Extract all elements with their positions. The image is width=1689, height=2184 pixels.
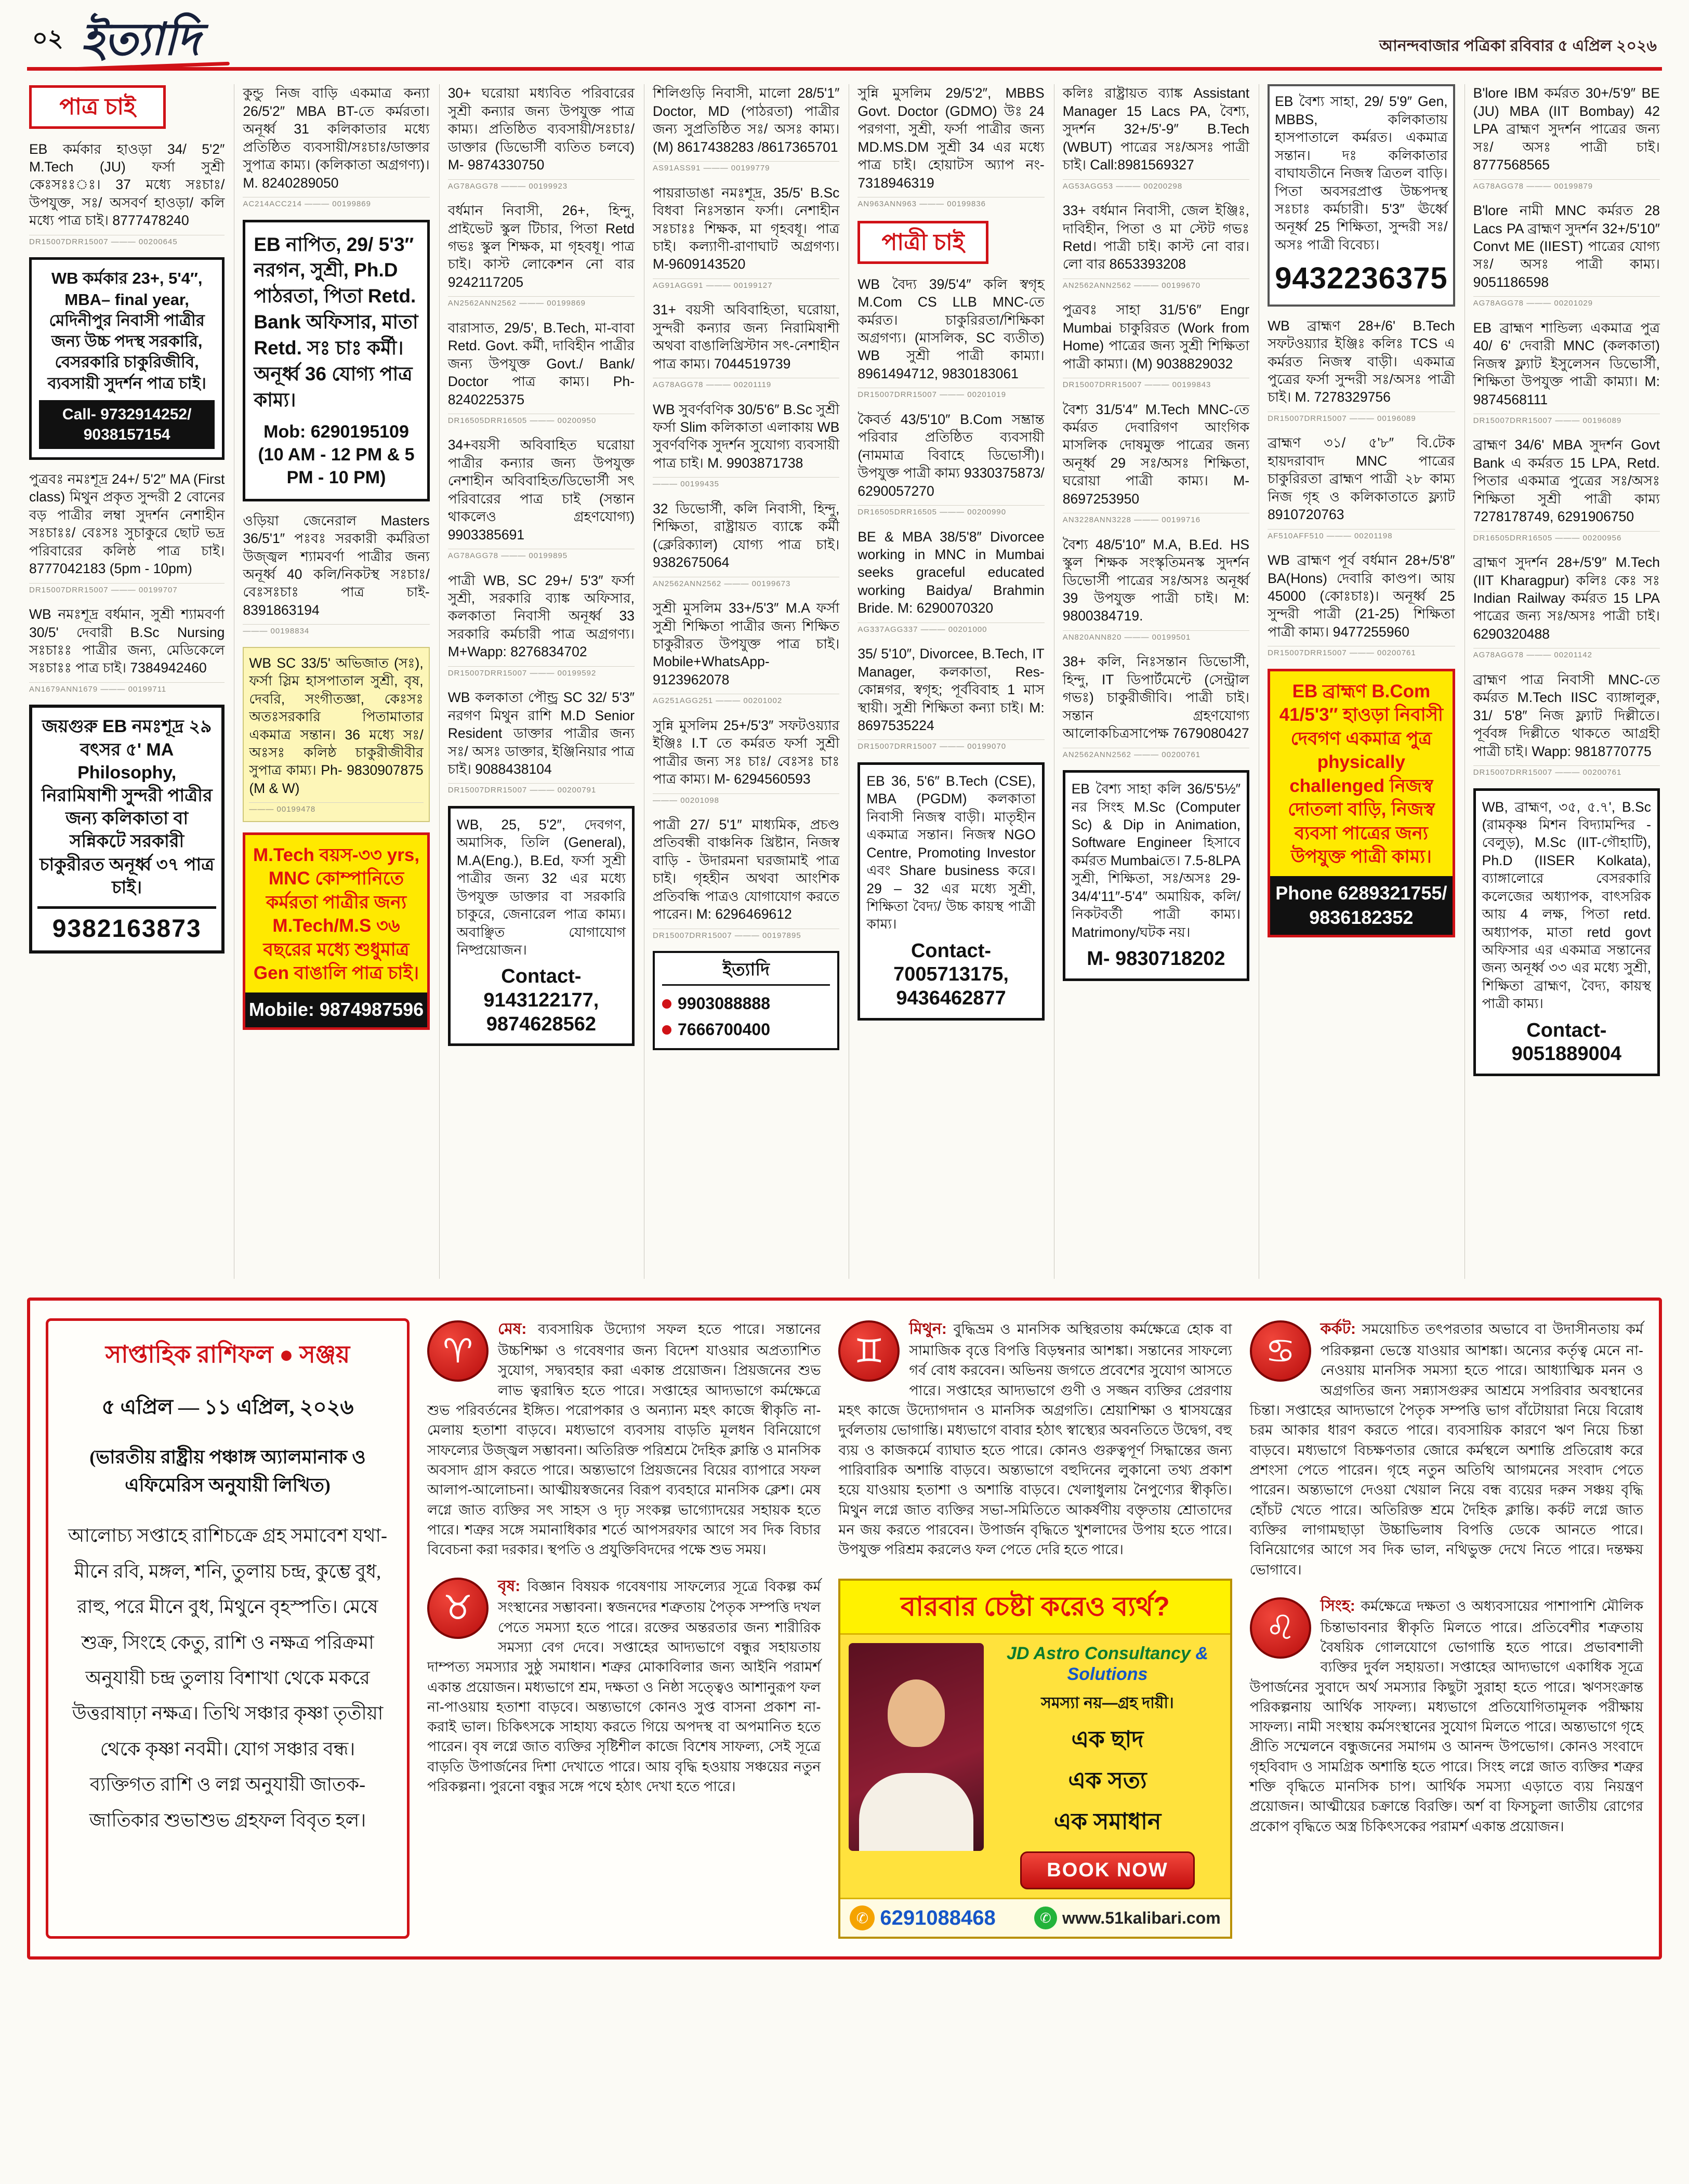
ad-text: B'lore IBM কর্মরত 30+/5'9″ BE (JU) MBA (IIT Bombay) 42 LPA ব্রাহ্মণ সুদর্শন পাত্রের জন্য সঃ/ অসঃ পাত্রী চাই। 8777568565 <box>1473 85 1660 173</box>
ad-text: সুশ্রী মুসলিম 33+/5'3″ M.A ফর্সা সুশ্রী শিক্ষিতা পাত্রীর জন্য শিক্ষিত চাকুরীরত উপযুক্ত পাত্র চাই। Mobile+WhatsApp- 9123962078 <box>653 600 840 687</box>
ad-phone <box>850 1905 995 1930</box>
ad-text: বৈশ্য 48/5'10″ M.A, B.Ed. HS স্কুল শিক্ষক সংস্কৃতিমনস্ক সুদর্শন ডিভোর্সী পাত্রের সঃ/অসঃ অনূর্ধ্ব 39 উপযুক্ত পাত্রী চাই। M: 9800384719. <box>1062 536 1250 624</box>
aries-icon: ♈ <box>427 1320 489 1382</box>
ad-text: 34+বয়সী অবিবাহিত ঘরোয়া পাত্রীর কন্যার জন্য উপযুক্ত নেশাহীন অবিবাহিত/ডিভোর্সী সৎ পরিবারের পাত্র চাই (সন্তান থাকলেও গ্রহণযোগ্য) 9903385691 <box>447 437 635 542</box>
classified-ad <box>653 951 839 1050</box>
ad-ref-code: AG78AGG78 ——— 00199895 <box>448 549 635 561</box>
ad-phone: Call- 9732914252/ 9038157154 <box>39 400 215 449</box>
ad-ref-code: DR15007DRR15007 ——— 00200761 <box>1268 646 1455 658</box>
ad-text: 38+ কলি, নিঃসন্তান ডিভোর্সী, হিন্দু, IT ডিপার্টমেন্টে (সেন্ট্রাল গভঃ) চাকুরীজীবি। পাত্রী চাই। সন্তান গ্রহণযোগ্য আলোকচিত্রসাপেক্ষ 7679080427 <box>1062 654 1250 742</box>
classified-section-header <box>29 85 166 128</box>
horoscope-date-range: ৫ এপ্রিল — ১১ এপ্রিল, ২০২৬ <box>101 1395 354 1419</box>
ad-text: জয়গুরু EB নমঃশূদ্র ২৯ বৎসর ৫' MA Philosophy, নিরামিষাশী সুন্দরী পাত্রীর জন্য কলিকাতা বা সন্নিকটে সরকারী চাকুরীরত অনূর্ধ্ব ৩৭ পাত্র চাই। <box>39 717 215 897</box>
ad-headline: বারবার চেষ্টা করেও ব্যর্থ? <box>840 1581 1230 1635</box>
ad-ref-code: AG78AGG78 ——— 00201029 <box>1473 296 1660 309</box>
ad-ref-code: AN2562ANN2562 ——— 00199670 <box>1063 279 1249 291</box>
cancer-icon: ♋ <box>1250 1320 1311 1382</box>
whatsapp-icon: ✆ <box>1034 1907 1057 1929</box>
classified-ad <box>1063 84 1249 191</box>
classified-column <box>1259 84 1455 1279</box>
ad-text: ব্রাহ্মণ পাত্র নিবাসী MNC-তে কর্মরত M.Tech IISC ব্যাঙ্গালুরু, 31/ 5'8″ নিজ ফ্ল্যাট দিল্লীতে। পূর্ববঙ্গ দিল্লীতে থাকতে আগ্রহী পাত্রী চাই। Wapp: 9818770775 <box>1473 671 1660 759</box>
ad-ref-code: DR16505DRR16505 ——— 00200956 <box>1473 531 1660 544</box>
horoscope-title: সাপ্তাহিক রাশিফল ● সঞ্জয় <box>105 1341 350 1368</box>
classified-ad <box>1473 319 1660 426</box>
classified-column <box>1054 84 1249 1279</box>
classified-section-header <box>857 221 988 264</box>
classified-column <box>234 84 429 1279</box>
ad-ref-code: DR15007DRR15007 ——— 00200761 <box>1473 765 1660 778</box>
ad-ref-code: DR15007DRR15007 ——— 00200791 <box>448 783 635 796</box>
ad-ref-code: AF510AFF510 ——— 00201198 <box>1268 529 1455 541</box>
ad-text: পাত্রী চাই <box>881 229 965 255</box>
ad-phone: Contact- 9051889004 <box>1511 1019 1621 1065</box>
zodiac-name: মিথুন: <box>909 1320 947 1338</box>
classified-ad <box>1063 536 1249 643</box>
ad-text: বৈশ্য 31/5'4″ M.Tech MNC-তে কর্মরত দেবারিগণ আংগিক মাসলিক দোষমুক্ত পাত্রের জন্য অনূর্ধ্ব 29 সঃ/অসঃ শিক্ষিতা, ঘরোয়া পাত্রী কাম্য। M-8697253950 <box>1062 401 1250 507</box>
classified-ad <box>243 220 429 501</box>
phone-number: 6291088468 <box>880 1906 996 1929</box>
classified-column <box>439 84 635 1279</box>
ad-text: 30+ ঘরোয়া মধ্যবিত পরিবারের সুশ্রী কন্যার জন্য উপযুক্ত পাত্র কাম্য। প্রতিষ্ঠিত ব্যবসায়ী/সঃচাঃ/ডাক্তার (ডিভোর্সী ব্যতিত চলবে) M- 9874330750 <box>447 85 635 173</box>
ad-text: WB ব্রাহ্মণ পূর্ব বর্ধমান 28+/5'8″ BA(Hons) দেবারি কাণ্ডপ। আয় 45000 (কোঃচাঃ)। অনূর্ধ্ব 25 সুন্দরী পাত্রী (21-25) শিক্ষিতা পাত্রী কাম্য। 9477255960 <box>1268 552 1455 640</box>
classified-ad <box>1063 653 1249 760</box>
masthead: আনন্দবাজার পত্রিকা রবিবার ৫ এপ্রিল ২০২৬ <box>1379 37 1657 55</box>
ad-phone: Phone 6289321755/ 9836182352 <box>1270 876 1453 935</box>
ad-ref-code: DR15007DRR15007 ——— 00201019 <box>857 388 1044 400</box>
ad-ref-code: AG78AGG78 ——— 00199879 <box>1473 179 1660 192</box>
astro-consultancy-ad <box>838 1579 1232 1939</box>
ad-ref-code: DR15007DRR15007 ——— 00196089 <box>1473 414 1660 426</box>
zodiac-text: বিজ্ঞান বিষয়ক গবেষণায় সাফল্যের সূত্রে বিকল্প কর্ম সংস্থানের সম্ভাবনা। স্বজনদের শত্রুতায় পৈতৃক সম্পত্তি দখল পেতে সমস্যা হতে পারে। রক্তের অন্তরতার জন্য শারীরিক সমস্যা বেগ দেবে। সপ্তাহের আদ্যভাগে বন্ধুর সহায়তায় দাম্পত্য সমস্যার সুষ্ঠু সমাধান। শত্রুর মোকাবিলার জন্য আইনি পরামর্শ একান্ত প্রয়োজন। মধ্যভাগে শ্রম, দক্ষতা ও নিষ্ঠা সত্ত্বেও আশানুরূপ ফল না-পাওয়ায় হতাশা বাড়বে। অন্ত্যভাগে কোনও সুপ্ত বাসনা প্রকাশ না-করাই ভাল। চিকিৎসকে সাহায্য করতে গিয়ে অপদস্থ বা অপমানিত হতে পারেন। বৃষ লগ্নে জাত ব্যক্তির সৃষ্টিশীল কাজে বিশেষ সাফল্য, সেই সূত্রে বাড়তি উপার্জনের দিশা দেখাতে পারে। আয় বৃদ্ধি হওয়ায় সঞ্চয়ের নতুন পরিকল্পনা। পুরনো বন্ধুর সঙ্গে পথে হঠাৎ দেখা হতে পারে। <box>427 1578 821 1795</box>
ad-ref-code: AG337AGG337 ——— 00201000 <box>857 623 1044 635</box>
classified-ad <box>243 512 429 637</box>
classified-ad <box>1473 84 1660 191</box>
ad-ref-code: AC214ACC214 ——— 00199869 <box>243 197 429 209</box>
classified-ad <box>653 301 839 390</box>
classified-ad <box>29 705 225 954</box>
classified-ad <box>1063 770 1249 981</box>
bullet-icon <box>662 999 671 1009</box>
ad-text: বর্ধমান নিবাসী, 26+, হিন্দু, প্রাইভেট স্কুল টিচার, পিতা Retd গভঃ স্কুল শিক্ষক, মা গৃহবধূ। পাত্র চাই। কাস্ট লোকেশন নো বার 9242117205 <box>447 203 635 290</box>
ad-text: 31+ বয়সী অবিবাহিতা, ঘরোয়া, সুন্দরী কন্যার জন্য নিরামিষাশী অথবা বাঙালিখ্রিস্টান সৎ-নেশাহীন পাত্র কাম্য। 7044519739 <box>653 302 840 372</box>
classified-ad <box>1473 553 1660 660</box>
classifieds-grid <box>27 71 1662 1284</box>
zodiac-leo <box>1250 1595 1643 1836</box>
ad-text: WB কর্মকার 23+, 5'4″, MBA– final year, মেদিনীপুর নিবাসী পাত্রীর জন্য উচ্চ পদস্থ সরকারি, বেসরকারি চাকুরিজীবি, ব্যবসায়ী সুদর্শন পাত্র চাই। <box>47 269 206 392</box>
ad-text: M.Tech বয়স-৩৩ yrs, MNC কোম্পানিতে কর্মরতা পাত্রীর জন্য M.Tech/M.S ৩৬ বছরের মধ্যে শুধুমাত্র Gen বাঙালি পাত্র চাই। <box>253 844 420 984</box>
ad-text: BE & MBA 38/5'8″ Divorcee working in MNC in Mumbai seeks graceful educated working Baidya/ Brahmin Bride. M: 6290070320 <box>857 528 1045 616</box>
classified-ad <box>29 140 225 247</box>
ad-text: 32 ডিভোর্সী, কলি নিবাসী, হিন্দু, শিক্ষিতা, রাষ্ট্রায়ত ব্যাঙ্কে কর্মী (ক্লেরিক্যাল) যোগ্য পাত্র চাই। 9382675064 <box>653 500 840 571</box>
classified-ad <box>1473 202 1660 309</box>
pitch-line: এক ছাদ <box>1071 1727 1144 1753</box>
classified-ad <box>857 275 1044 400</box>
phone-row <box>662 1017 830 1043</box>
zodiac-name: কর্কট: <box>1320 1320 1356 1338</box>
classified-column <box>644 84 839 1279</box>
ad-ref-code: DR15007DRR15007 ——— 00199843 <box>1063 378 1249 390</box>
classified-ad <box>653 816 839 941</box>
page-header <box>27 15 1662 71</box>
leo-icon: ♌ <box>1250 1597 1311 1659</box>
ad-tagline: সমস্যা নয়—গ্রহ দায়ী। <box>1041 1695 1174 1712</box>
zodiac-name: সিংহ: <box>1320 1597 1355 1614</box>
astrologer-photo <box>849 1643 984 1851</box>
phone-number: 9903088888 <box>678 994 770 1013</box>
classified-ad <box>1268 317 1455 424</box>
classified-ad <box>857 84 1044 209</box>
classified-ad <box>857 528 1044 635</box>
classified-ad <box>653 401 839 489</box>
ad-text: WB সুবর্ণবণিক 30/5'6″ B.Sc সুশ্রী ফর্সা Slim কলিকাতা এলাকায় WB সুবর্ণবণিক সুদর্শন সুযোগ্য ব্যবসায়ী পাত্র চাই। M. 9903871738 <box>653 401 840 471</box>
ad-text: EB 36, 5'6″ B.Tech (CSE), MBA (PGDM) কলকাতা নিবাসী নিজস্ব বাড়ী। মাতৃহীন একমাত্র সন্তান। নিজস্ব NGO Centre, Promoting Investor এবং Share business করে। 29 – 32 এর মধ্যে সুশ্রী, শিক্ষিতা বৈদ্য/ উচ্চ কায়স্থ পাত্রী কাম্য। <box>866 773 1036 932</box>
ad-text: শিলিগুড়ি নিবাসী, মালো 28/5'1″ Doctor, MD (পাঠরতা) পাত্রীর জন্য সুপ্রতিষ্ঠিত সঃ/ অসঃ কাম্য। (M) 8617438283 /8617365701 <box>653 85 840 155</box>
ad-text: EB কর্মকার হাওড়া 34/ 5'2″ M.Tech (JU) ফর্সা সুশ্রী কেঃসঃঃঃ। 37 মধ্যে সঃচাঃ/ উপযুক্ত, সঃ/ অসবর্ণ হাওড়া/ কলি মধ্যে পাত্র চাই। 8777478240 <box>29 141 225 229</box>
ad-ref-code: DR15007DRR15007 ——— 00199592 <box>448 666 635 679</box>
ad-ref-code: AN820ANN820 ——— 00199501 <box>1063 630 1249 643</box>
classified-column <box>29 84 225 1279</box>
classified-ad <box>448 202 635 309</box>
ad-text: ব্রাহ্মণ ৩১/ ৫'৮″ বি.টেক হায়দরাবাদ MNC পাত্রের চাকুরিরতা ব্রাহ্মণ পাত্রী ২৮ কাম্য নিজ গৃহ ও কলিকাতাতে ফ্ল্যাট 8910720763 <box>1268 435 1455 523</box>
ad-ref-code: AN2562ANN2562 ——— 00200761 <box>1063 748 1249 760</box>
ad-text: WB SC 33/5' অভিজাত (সঃ), ফর্সা স্লিম হাসপাতাল সুশ্রী, বৃষ, দেবরি, সংগীতজ্ঞা, কেঃসঃ অতঃসরকারি পিতামাতার একমাত্র সন্তান। 36 মধ্যে সঃ/ অঃসঃ কলিষ্ঠ চাকুরীজীবীর সুপাত্র কাম্য। Ph- 9830907875 (M & W) <box>249 655 424 796</box>
classified-ad <box>1268 551 1455 658</box>
ad-ref-code: AG78AGG78 ——— 00201119 <box>653 378 839 390</box>
bullet-icon <box>662 1025 671 1035</box>
ad-ref-code: AG91AGG91 ——— 00199127 <box>653 279 839 291</box>
ad-ref-code: AG53AGG53 ——— 00200298 <box>1063 179 1249 192</box>
ad-ref-code: DR16505DRR16505 ——— 00200990 <box>857 505 1044 518</box>
classified-ad <box>857 762 1044 1021</box>
classified-ad <box>1063 301 1249 390</box>
ad-text: ওড়িয়া জেনেরাল Masters 36/5'1″ পঃবঃ সরকারী কর্মরিতা উজ্জ্বল শ্যামবর্ণা পাত্রীর জন্য অনূর্ধ্ব 40 কলি/নিকটস্থ সঃচাঃ/বেঃসঃচাঃ পাত্র চাই- 8391863194 <box>243 512 430 618</box>
ad-ref-code: ——— 00199435 <box>653 477 839 489</box>
classified-ad <box>448 436 635 561</box>
classified-ad <box>448 572 635 679</box>
ad-phone: Contact- 7005713175, 9436462877 <box>893 939 1009 1010</box>
pitch-line: এক সমাধান <box>1053 1809 1162 1835</box>
classified-ad <box>243 647 429 822</box>
book-now-button[interactable]: BOOK NOW <box>1020 1851 1194 1889</box>
ad-text: EB ব্রাহ্মণ B.Com 41/5'3″ হাওড়া নিবাসী দেবগণ একমাত্র পুত্র physically challenged নিজস্ব দোতলা বাড়ি, নিজস্ব ব্যবসা পাত্রের জন্য উপযুক্ত পাত্রী কাম্য। <box>1279 681 1443 867</box>
zodiac-text: কর্মক্ষেত্রে দক্ষতা ও অধ্যবসায়ের পাশাপাশি মৌলিক চিন্তাভাবনার স্বীকৃতি মিলতে পারে। প্রতিবেশীর শত্রুতায় বৈষয়িক গোলযোগে ভোগান্তি হতে পারে। প্রভাবশালী ব্যক্তির দুর্বল সহায়তা। সপ্তাহের আদ্যভাগে একাধিক সূত্রে উপার্জনের সুবাদে অর্থ সমস্যার কিছুটা সুরাহা হতে পারে। ঋণসংক্রান্ত পরিকল্পনায় আর্থিক সাফল্য। মধ্যভাগে প্রতিযোগিতামূলক পরীক্ষায় সাফল্য। নামী সংস্থায় কর্মসংস্থানের সুযোগ মিলতে পারে। অন্ত্যভাগে গৃহে প্রীতি সম্মেলনে বন্ধুজনের সমাগম ও আনন্দ উপভোগ। কোনও সংবাদে গৃহবিবাদ ও সামগ্রিক অশান্তি হতে পারে। সিংহ লগ্নে জাত ব্যক্তির শত্রুর শক্তি বৃদ্ধিতে মানসিক চাপ। আর্থিক সমস্যা এড়াতে ব্যয় নিয়ন্ত্রণ প্রয়োজন। আত্মীয়ের চক্রান্তে বিরক্তি। অর্শ বা ফিসচুলা জাতীয় রোগের প্রকোপ বৃদ্ধিতে অস্ত্র চিকিৎসকের পরামর্শ একান্ত প্রয়োজন। <box>1249 1598 1643 1834</box>
classified-ad <box>1268 669 1455 938</box>
page-number: ০২ <box>32 24 63 52</box>
phone-number: 7666700400 <box>678 1020 770 1039</box>
zodiac-text: বুদ্ধিভ্রম ও মানসিক অস্থিরতায় কর্মক্ষেত্রে হোক বা সামাজিক বৃত্তে বিপত্তি বিড়ম্বনার আশঙ্কা। সন্তানের সাফল্যে গর্ব বোধ করবেন। অভিনয় জগতে প্রবেশের সুযোগ আসতে পারে। সপ্তাহের আদ্যভাগে গুণী ও সজ্জন ব্যক্তির প্রেরণায় মহৎ কাজে উদ্যোগদান ও মানসিক অগ্রগতি। শ্রেয়াশিক্ষা ও শ্বাসযন্ত্রের দুর্বলতায় ভোগান্তি। মধ্যভাগে বাবার হঠাৎ স্বাস্থ্যের অবনতিতে উদ্বেগ, বহু ব্যয় ও কাজকর্মে ব্যাঘাত হতে পারে। কোনও গুরুত্বপূর্ণ সিদ্ধান্তের জন্য পারিবারিক অশান্তি বাড়বে। অন্ত্যভাগে বহুদিনের লুকানো তথ্য প্রকাশ হয়ে যাওয়ায় হতাশা ও অশান্তি বাড়বে। খেলাধুলায় নৈপুণ্যের স্বীকৃতি। মিথুন লগ্নে জাত ব্যক্তির সভা-সমিতিতে আকর্ষণীয় বক্তৃতায় শ্রোতাদের মন জয় করতে পারবেন। উপার্জন বৃদ্ধিতে খুশলাদের উপায় হতে পারে। উপযুক্ত পরিশ্রম করলেও ফল পেতে দেরি হতে পারে। <box>838 1321 1232 1558</box>
ad-ref-code: DR16505DRR16505 ——— 00200950 <box>448 414 635 426</box>
phone-row <box>662 991 830 1017</box>
zodiac-name: বৃষ: <box>498 1577 521 1595</box>
horoscope-section <box>27 1298 1662 1960</box>
ad-text: 35/ 5'10″, Divorcee, B.Tech, IT Manager, কলকাতা, Res- কোন্নগর, স্বগৃহ; পূর্ববিবাহ 1 মাস স্থায়ী। সুশ্রী শিক্ষিতা কন্যা চাই। M: 8697535224 <box>857 646 1045 733</box>
ad-ref-code: DR15007DRR15007 ——— 00196089 <box>1268 412 1455 424</box>
ad-ref-code: AN2562ANN2562 ——— 00199869 <box>448 296 635 309</box>
ad-ref-code: ——— 00198834 <box>243 624 429 637</box>
ad-text: WB, 25, 5'2″, দেবগণ, অমাসিক, তিলি (General), M.A(Eng.), B.Ed, ফর্সা সুশ্রী পাত্রীর জন্য 32 এর মধ্যে উপযুক্ত ডাক্তার বা সরকারি চাকুরে, জেনারেল পাত্র কাম্য। অবাঞ্ছিত যোগাযোগ নিষ্প্রয়োজন। <box>456 816 626 958</box>
ad-title: ইত্যাদি <box>662 958 830 986</box>
zodiac-cancer <box>1250 1318 1643 1580</box>
ad-text: পায়রাডাঙা নমঃশূদ্র, 35/5' B.Sc বিধবা নিঃসন্তান ফর্সা। নেশাহীন সঃচাঃঃ শিক্ষক, মা গৃহবধূ। পাত্র চাই। কল্যাণী-রাণাঘাট অগ্রগণ্য। M-9609143520 <box>653 184 840 272</box>
classified-ad <box>1473 436 1660 543</box>
ad-text: EB নাপিত, 29/ 5'3″ নরগন, সুশ্রী, Ph.D পাঠরতা, পিতা Retd. Bank অফিসার, মাতা Retd. সঃ চাঃ কর্মী। অনূর্ধ্ব 36 যোগ্য পাত্র কাম্য। <box>254 233 418 411</box>
ad-website <box>1034 1907 1221 1929</box>
pitch-line: এক সত্য <box>1068 1768 1147 1794</box>
classified-ad <box>29 605 225 694</box>
ad-text: EB বৈশ্য সাহা, 29/ 5'9″ Gen, MBBS, কলিকাতায় হাসপাতালে কর্মরত। একমাত্র সন্তান। দঃ কলিকাতার বাঘাযতীনে নিজস্ব ত্রিতল বাড়ি। পিতা অবসরপ্রাপ্ত উচ্চপদস্থ সঃচাঃ কর্মচারী। 5'3″ ঊর্ধ্বে অনূর্ধ্ব 25 শিক্ষিতা, সুন্দরী সঃ/অসঃ পাত্রী বিবেচ্য। <box>1275 94 1448 253</box>
ad-text: WB নমঃশূদ্র বর্ধমান, সুশ্রী শ্যামবর্ণা 30/5' দেবারী B.Sc Nursing সঃচাঃঃ পাত্রীর জন্য, মেডিকেলে সঃচাঃঃ পাত্র চাই। 7384942460 <box>29 606 225 676</box>
horoscope-column-3 <box>1250 1318 1643 1939</box>
ad-phone: Mobile: 9874987596 <box>245 992 427 1027</box>
zodiac-text: ব্যবসায়িক উদ্যোগ সফল হতে পারে। সন্তানের উচ্চশিক্ষা ও গবেষণার জন্য বিদেশ যাওয়ার অপ্রত্যাশিত সুযোগ, সদ্ব্যবহার করা একান্ত প্রয়োজন। প্রিয়জনের শুভ লাভ ত্বরান্বিত হতে পারে। সপ্তাহের আদ্যভাগে কর্মক্ষেত্রে শুভ পরিবর্তনের ইঙ্গিত। পরোপকার ও অন্যান্য মহৎ কাজে স্বীকৃতি না-মেলায় হতাশা বাড়বে। মধ্যভাগে ব্যবসায় বাড়তি মূলধন বিনিয়োগে সাফল্যের উজ্জ্বল সম্ভাবনা। অতিরিক্ত পরিশ্রমে দৈহিক ক্লান্তি ও মানসিক অবসাদ গ্রাস করতে পারে। অন্ত্যভাগে প্রিয়জনের বিয়ের ব্যাপারে সফল আলাপ-আলোচনা। আত্মীয়স্বজনের বিরূপ ব্যবহারে মানসিক ক্লেশ। মেষ লগ্নে জাত ব্যক্তির সৎ সাহস ও দৃঢ় সংকল্প ভাগ্যোদয়ের সহায়ক হতে পারে। শত্রুর সঙ্গে সমানাধিকার শর্তে আপসরফার আগে সব দিক বিচার বিবেচনা করা দরকার। স্থপতি ও প্রযুক্তিবিদদের পক্ষে শুভ সময়। <box>427 1321 821 1558</box>
ad-phone: Contact- 9143122177, 9874628562 <box>483 965 599 1035</box>
ad-ref-code: DR15007DRR15007 ——— 00200645 <box>29 235 225 247</box>
ad-text: WB বৈদ্য 39/5'4″ কলি স্বগৃহ M.Com CS LLB MNC-তে কর্মরত। চাকুরিরতা/শিক্ষিকা অগ্রগণ্য। (মাসলিক, SC ব্যতীত) WB সুশ্রী পাত্রী কাম্যা। 8961494712, 9830183061 <box>857 276 1045 381</box>
ad-content <box>993 1643 1221 1890</box>
horoscope-intro-text: আলোচ্য সপ্তাহে রাশিচক্রে গ্রহ সমাবেশ যথা-মীনে রবি, মঙ্গল, শনি, তুলায় চন্দ্র, কুম্ভে বুধ, রাহু, পরে মীনে বুধ, মিথুনে বৃহস্পতি। মেষে শুক্র, সিংহে কেতু, রাশি ও নক্ষত্র পরিক্রমা অনুযায়ী চন্দ্র তুলায় বিশাখা থেকে মকরে উত্তরাষাঢ়া নক্ষত্র। তিথি সঞ্চার কৃষ্ণা তৃতীয়া থেকে কৃষ্ণা নবমী। যোগ সঞ্চার বন্ধ। ব্যক্তিগত রাশি ও লগ্ন অনুযায়ী জাতক-জাতিকার শুভাশুভ গ্রহফল বিবৃত হল। <box>68 1525 387 1831</box>
classified-ad <box>653 84 839 173</box>
classified-ad <box>29 470 225 595</box>
ad-ref-code: ——— 00201098 <box>653 793 839 806</box>
classified-ad <box>29 257 225 460</box>
ad-phone: 9382163873 <box>37 906 216 950</box>
classified-ad <box>653 184 839 291</box>
phone-icon: ✆ <box>850 1905 875 1930</box>
ad-phone: M- 9830718202 <box>1087 948 1225 970</box>
ad-ref-code: AG251AGG251 ——— 00201002 <box>653 694 839 706</box>
classified-ad <box>1063 401 1249 525</box>
ad-ref-code: AN963ANN963 ——— 00199836 <box>857 197 1044 209</box>
ad-ref-code: ——— 00199478 <box>249 802 423 815</box>
ad-text: EB বৈশ্য সাহা কলি 36/5'5½″ নর সিংহ M.Sc (Computer Sc) & Dip in Animation, Software Engineer হিসাবে কর্মরত Mumbaiতে। 7.5-8LPA সুশ্রী, শিক্ষিতা, সঃ/অসঃ 29-34/4'11″-5'4″ অমায়িক, কলি/ নিকটবর্তী পাত্রী কাম্য। Matrimony/ঘটক নয়। <box>1071 781 1241 940</box>
ad-ref-code: AG78AGG78 ——— 00199923 <box>448 179 635 192</box>
ad-text: বারাসাত, 29/5', B.Tech, মা-বাবা Retd. Govt. কর্মী, দাবিহীন পাত্রীর জন্য উপযুক্ত Govt./ Bank/ Doctor পাত্র কাম্য। Ph- 8240225375 <box>447 320 635 407</box>
classified-column <box>849 84 1044 1279</box>
zodiac-text: সময়োচিত তৎপরতার অভাবে বা উদাসীনতায় কর্ম পরিকল্পনা ভেস্তে যাওয়ার আশঙ্কা। অন্যের কর্তৃত্ব মেনে না-নেওয়ায় মানসিক সমস্যা হতে পারে। আধ্যাত্মিক মনন ও অগ্রগতির জন্য সন্ন্যাসগুরুর আশ্রমে সপরিবার অবস্থানের চিন্তা। সপ্তাহের আদ্যভাগে পৈতৃক সম্পত্তি ভাগ বাঁটোয়ারা নিয়ে বিরোধ চরম আকার ধারণ করতে পারে। ব্যবসায়িক কারণে ঋণ নিয়ে চিন্তা বাড়বে। মধ্যভাগে বিচক্ষণতার জোরে কর্মস্থলে অশান্তি প্রতিরোধ করে প্রশংসা পেতে পারেন। গৃহে নতুন অতিথি আগমনের সংবাদ পেতে পারেন। অন্ত্যভাগে দেওয়া খেয়াল নিয়ে বন্ধ ব্যয়ের দরুন সঞ্চয় বৃদ্ধি হোঁচট খেতে পারে। অতিরিক্ত শ্রমে দৈহিক ক্লান্তি। কর্কট লগ্নে জাত ব্যক্তির লাগামছাড়া উচ্চাভিলাষ বিপত্তি ডেকে আনতে পারে। বিনিয়োগের আগে সব দিক ভাল, নথিভুক্ত দেখে নিতে পারে। দন্তক্ষয় ভোগাবে। <box>1249 1321 1643 1578</box>
zodiac-taurus <box>427 1576 821 1797</box>
taurus-icon: ♉ <box>427 1578 489 1639</box>
classified-ad <box>653 599 839 706</box>
section-title: ইত্যাদি <box>81 15 200 64</box>
classified-ad <box>448 806 635 1046</box>
ad-text: EB ব্রাহ্মণ শান্ডিল্য একমাত্র পুত্র 40/ 6' দেবারী MNC (কলকাতা) নিজস্ব ফ্ল্যাট ইসুলেসন ডিভোর্সী, শিক্ষিতা উপযুক্ত পাত্রী কাম্যা। M: 9874568111 <box>1473 320 1660 407</box>
ad-text: ব্রাহ্মণ সুদর্শন 28+/5'9″ M.Tech (IIT Kharagpur) কলিঃ কেঃ সঃ Indian Railway কর্মরত 15 LPA পাত্রের জন্য সঃ/অসঃ পাত্রী চাই। 6290320488 <box>1473 554 1660 642</box>
ad-ref-code: AN1679ANN1679 ——— 00199711 <box>29 682 225 695</box>
ad-ref-code: AN3228ANN3228 ——— 00199716 <box>1063 513 1249 525</box>
ad-ref-code: DR15007DRR15007 ——— 00199070 <box>857 739 1044 752</box>
classified-ad <box>448 319 635 426</box>
ad-text: ব্রাহ্মণ 34/6' MBA সুদর্শন Govt Bank এ কর্মরত 15 LPA, Retd. পিতার একমাত্র পুত্রের সঃ/অসঃ শিক্ষিতা সুশ্রী পাত্রী কাম্য 7278178749, 6291906750 <box>1473 437 1660 525</box>
classified-ad <box>448 84 635 191</box>
gemini-icon: ♊ <box>838 1320 900 1382</box>
classified-ad <box>1268 434 1455 541</box>
ad-phone: Mob: 6290195109 (10 AM - 12 PM & 5 PM - 10 PM) <box>258 422 415 488</box>
classified-ad <box>243 84 429 209</box>
ad-ref-code: AN2562ANN2562 ——— 00199673 <box>653 577 839 589</box>
ad-text: WB কলকাতা পৌন্ড্র SC 32/ 5'3″ নরগণ মিথুন রাশি M.D Senior Resident ডাক্তার পাত্রীর জন্য সঃ/ অসঃ ডাক্তার, ইঞ্জিনিয়ার পাত্র চাই। 9088438104 <box>447 690 635 777</box>
ad-ref-code: AS91ASS91 ——— 00199779 <box>653 161 839 174</box>
ad-footer <box>840 1898 1230 1937</box>
website-url: www.51kalibari.com <box>1062 1908 1221 1927</box>
ad-text: সুন্নি মুসলিম 29/5'2″, MBBS Govt. Doctor (GDMO) উঃ 24 পরগণা, সুশ্রী, ফর্সা পাত্রীর জন্য MD.MS.DM সুশ্রী 34 এর মধ্যে পাত্র চাই। হোয়াটস অ্যাপ নং- 7318946319 <box>857 85 1045 191</box>
classified-ad <box>1268 84 1455 306</box>
ad-text: পুত্রবঃ সাহা 31/5'6″ Engr Mumbai চাকুরিরত (Work from Home) পাত্রের জন্য সুশ্রী শিক্ষিতা পাত্রী কাম্যা। (M) 9038829032 <box>1062 302 1250 372</box>
ad-text: পাত্রী WB, SC 29+/ 5'3″ ফর্সা সুশ্রী, সরকারি ব্যাঙ্ক অফিসার, কলকাতা নিবাসী অনূর্ধ্ব 33 সরকারি কর্মচারী পাত্র অগ্রগণ্য। M+Wapp: 8276834702 <box>447 572 635 660</box>
ad-text: কলিঃ রাষ্ট্রায়ত ব্যাঙ্ক Assistant Manager 15 Lacs PA, বৈশ্য, সুদর্শন 32+/5'-9″ B.Tech (WBUT) পাত্রের সঃ/অসঃ পাত্রী চাই। Call:8981569327 <box>1062 85 1250 173</box>
ad-text: কুন্ডু নিজ বাড়ি একমাত্র কন্যা 26/5'2″ MBA BT-তে কর্মরতা। অনূর্ধ্ব 31 কলিকাতার মধ্যে প্রতিষ্ঠিত ব্যবসায়ী/সঃচাঃ/ডাক্তার সুপাত্র কাম্য। (কলিকাতা অগ্রগণ্য)। M. 8240289050 <box>243 85 430 191</box>
classified-ad <box>1063 202 1249 290</box>
classified-ad <box>857 645 1044 752</box>
ad-body <box>840 1635 1230 1898</box>
brand-suffix: & Solutions <box>1067 1643 1208 1685</box>
classified-ad <box>653 500 839 589</box>
zodiac-name: মেষ: <box>498 1320 527 1338</box>
ad-text: সুন্নি মুসলিম 25+/5'3″ সফটওয়্যার ইঞ্জিঃ I.T তে কর্মরত ফর্সা সুশ্রী পাত্রীর জন্য সঃ চাঃ/ বেঃসঃ চাঃ পাত্র কাম্য। M- 6294560593 <box>653 717 840 787</box>
ad-text: কৈবর্ত 43/5'10″ B.Com সম্ভ্রান্ত পরিবার প্রতিষ্ঠিত ব্যবসায়ী (নামমাত্র বিবাহে ডিভোর্সী)। উপযুক্ত পাত্রী কাম্য 9330375873/ 6290057270 <box>857 411 1045 499</box>
ad-text: পাত্রী 27/ 5'1″ মাধ্যমিক, প্রচণ্ড প্রতিবন্ধী বাঞ্চনিক খ্রিষ্টান, নিজস্ব বাড়ি - উদারমনা ঘরজামাই পাত্র চাই। গৃহহীন অথবা আংশিক প্রতিবন্ধি পাত্রও যোগাযোগ করতে পারেন। M: 6296469612 <box>653 817 840 922</box>
ad-brand <box>993 1643 1221 1686</box>
classified-ad <box>1473 671 1660 778</box>
ad-text: পাত্র চাই <box>59 94 136 120</box>
zodiac-aries <box>427 1318 821 1559</box>
classified-ad <box>448 689 635 796</box>
ad-ref-code: AG78AGG78 ——— 00201142 <box>1473 648 1660 660</box>
brand-name: JD Astro Consultancy <box>1007 1643 1191 1663</box>
zodiac-gemini <box>838 1318 1232 1559</box>
horoscope-column-1 <box>427 1318 821 1939</box>
ad-phone: 9432236375 <box>1275 261 1448 296</box>
classified-column <box>1464 84 1660 1279</box>
classified-ad <box>243 832 429 1030</box>
ad-ref-code: DR15007DRR15007 ——— 00197895 <box>653 929 839 941</box>
classified-ad <box>1473 788 1660 1076</box>
ad-text: 33+ বর্ধমান নিবাসী, জেল ইঞ্জিঃ, দাবিহীন, পিতা ও মা স্টেট গভঃ Retd। পাত্রী চাই। কাস্ট নো বার। লো বার 8653393208 <box>1062 203 1250 272</box>
ad-pitch-lines <box>1054 1722 1161 1842</box>
ad-text: WB, ব্রাহ্মণ, ৩৫, ৫.৭', B.Sc (রামকৃষ্ণ মিশন বিদ্যামন্দির - বেলুড়), M.Sc (IIT-গৌহাটি), Ph.D (IISER Kolkata), ব্যাঙ্গালোরে বেসরকারি কলেজের অধ্যাপক, বাৎসরিক আয় 4 লক্ষ, পিতা retd. অধ্যাপক, মাতা retd govt অফিসার এর একমাত্র সন্তানের জন্য অনূর্ধ্ব ৩৩ এর মধ্যে সুশ্রী, শিক্ষিতা ব্রাহ্মণ, বৈদ্য, কায়স্থ পাত্রী কাম্য। <box>1482 799 1651 1012</box>
ad-text: WB ব্রাহ্মণ 28+/6' B.Tech সফটওয়্যার ইঞ্জিঃ কলিঃ TCS এ কর্মরত নিজস্ব বাড়ী। একমাত্র পুত্রের ফর্সা সুন্দরী সঃ/অসঃ পাত্রী চাই। M. 7278329756 <box>1268 317 1455 405</box>
horoscope-intro-panel <box>46 1318 410 1939</box>
classified-ad <box>857 411 1044 518</box>
ad-text: B'lore নামী MNC কর্মরত 28 Lacs PA ব্রাহ্মণ সুদর্শন 32+/5'10″ Convt ME (IIEST) পাত্রের যোগ্য সঃ/ অসঃ পাত্রী কাম্য। 9051186598 <box>1473 203 1660 290</box>
ad-text: পুত্রবঃ নমঃশূদ্র 24+/ 5'2″ MA (First class) মিথুন প্রকৃত সুন্দরী 2 বোনের বড় পাত্রীর লম্বা সুদর্শন নেশাহীন সঃচাঃঃ/ বেঃসঃ সুচাকুরে ছোট ভদ্র পরিবারের কলিষ্ঠ পাত্র চাই। 8777042183 (5pm - 10pm) <box>29 471 225 577</box>
ad-ref-code: DR15007DRR15007 ——— 00199707 <box>29 583 225 595</box>
classified-ad <box>653 717 839 805</box>
horoscope-subtitle: (ভারতীয় রাষ্ট্রীয় পঞ্চাঙ্গ অ্যালমানাক ও এফিমেরিস অনুযায়ী লিখিত) <box>89 1447 366 1496</box>
horoscope-column-2 <box>838 1318 1232 1939</box>
